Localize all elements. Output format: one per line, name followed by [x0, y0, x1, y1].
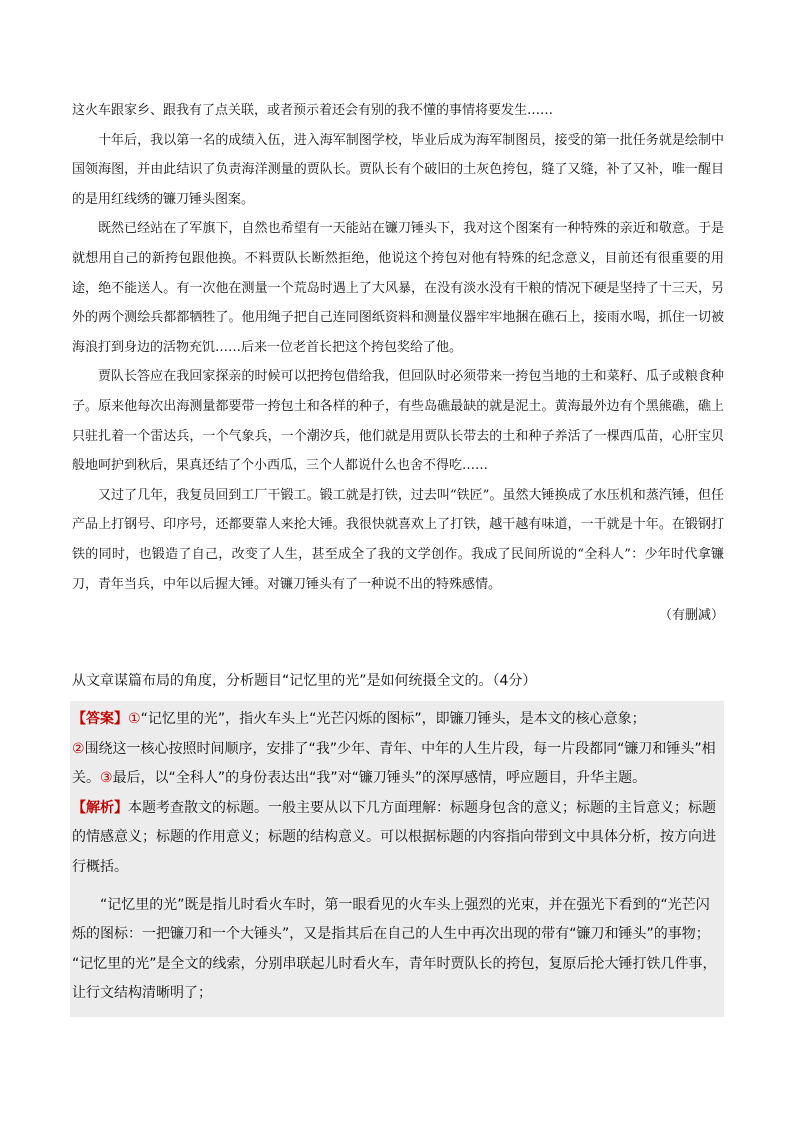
- answer-mark: ②: [72, 740, 85, 757]
- answer-line: [72, 735, 722, 794]
- passage-paragraph: 这火车跟家乡、跟我有了点关联，或者预示着还会有别的我不懂的事情将要发生……: [72, 103, 554, 118]
- answer-mark: ①: [128, 711, 141, 727]
- analysis-line: [72, 794, 722, 883]
- article-passage: [72, 96, 724, 633]
- passage-paragraph: 十年后，我以第一名的成绩入伍，进入海军制图学校，毕业后成为海军制图员，接受的第一批任务就是绘制中国领海图，并由此结识了负责海洋测量的贾队长。贾队长有个破旧的土灰色挎包，缝了又缝，补了又补，唯一醒目的是用红线绣的镰刀锤头图案。: [72, 132, 724, 207]
- answer-point: 围绕这一核心按照时间顺序，安排了“我”少年、青年、中年的人生片段，每一片段都同“镰刀和锤头”相关。: [72, 740, 716, 787]
- answer-point: “记忆里的光”，指火车头上“光芒闪烁的图标”，即镰刀锤头，是本文的核心意象；: [140, 711, 646, 727]
- answer-content: [72, 705, 722, 1009]
- question-prompt: 从文章谋篇布局的角度，分析题目“记忆里的光”是如何统摄全文的。（4分）: [72, 673, 537, 689]
- analysis-text: 本题考查散文的标题。一般主要从以下几方面理解：标题身包含的意义；标题的主旨意义；标题的情感意义；标题的作用意义；标题的结构意义。可以根据标题的内容指向带到文中具体分析，按方向进行概括。: [72, 799, 716, 875]
- answer-panel: [70, 701, 724, 1017]
- answer-mark: ③: [100, 770, 113, 787]
- passage-paragraph: 既然已经站在了军旗下，自然也希望有一天能站在镰刀锤头下，我对这个图案有一种特殊的亲近和敬意。于是就想用自己的新挎包跟他换。不料贾队长断然拒绝，他说这个挎包对他有特殊的纪念意义，目前还有很重要的用途，绝不能送人。有一次他在测量一个荒岛时遇上了大风暴，在没有淡水没有干粮的情况下硬是坚持了十三天，另外的两个测绘兵都都牺牲了。他用绳子把自己连同图纸资料和测量仪器牢牢地捆在礁石上，接雨水喝，抓住一切被海浪打到身边的活物充饥……后来一位老首长把这个挎包奖给了他。: [72, 221, 724, 355]
- analysis-paragraph: “记忆里的光”既是指儿时看火车时，第一眼看见的火车头上强烈的光束，并在强光下看到的“光芒闪烁的图标：一把镰刀和一个大锤头”，又是指其后在自己的人生中再次出现的带有“镰刀和锤头”的事物；: [72, 896, 710, 943]
- answer-tag: 【答案】: [72, 711, 128, 727]
- source-note: （有删减）: [658, 608, 724, 624]
- passage-paragraph: 又过了几年，我复员回到工厂干锻工。锻工就是打铁，过去叫“铁匠”。虽然大锤换成了水压机和蒸汽锤，但任产品上打钢号、印序号，还都要靠人来抡大锤。我很快就喜欢上了打铁，越干越有味道，一干就是十年。在锻钢打铁的同时，也锻造了自己，改变了人生，甚至成全了我的文学创作。我成了民间所说的“全科人”：少年时代拿镰刀，青年当兵，中年以后握大锤。对镰刀锤头有了一种说不出的特殊感情。: [72, 487, 724, 592]
- analysis-tag: 【解析】: [72, 799, 128, 816]
- answer-point: 最后，以“全科人”的身份表达出“我”对“镰刀锤头”的深厚感情，呼应题目，升华主题。: [112, 770, 647, 787]
- analysis-paragraph: “记忆里的光”是全文的线索，分别串联起儿时看火车，青年时贾队长的挎包，复原后抡大锤打铁几件事，让行文结构清晰明了；: [72, 955, 717, 1002]
- passage-paragraph: 贾队长答应在我回家探亲的时候可以把挎包借给我，但回队时必须带来一挎包当地的土和菜籽、瓜子或粮食种子。原来他每次出海测量都要带一挎包土和各样的种子，有些岛礁最缺的就是泥土。黄海最外边有个黑熊礁，礁上只驻扎着一个雷达兵，一个气象兵，一个潮汐兵，他们就是用贾队长带去的土和种子养活了一棵西瓜苗，心肝宝贝般地呵护到秋后，果真还结了个小西瓜，三个人都说什么也舍不得吃……: [72, 369, 724, 474]
- answer-line: [72, 705, 722, 735]
